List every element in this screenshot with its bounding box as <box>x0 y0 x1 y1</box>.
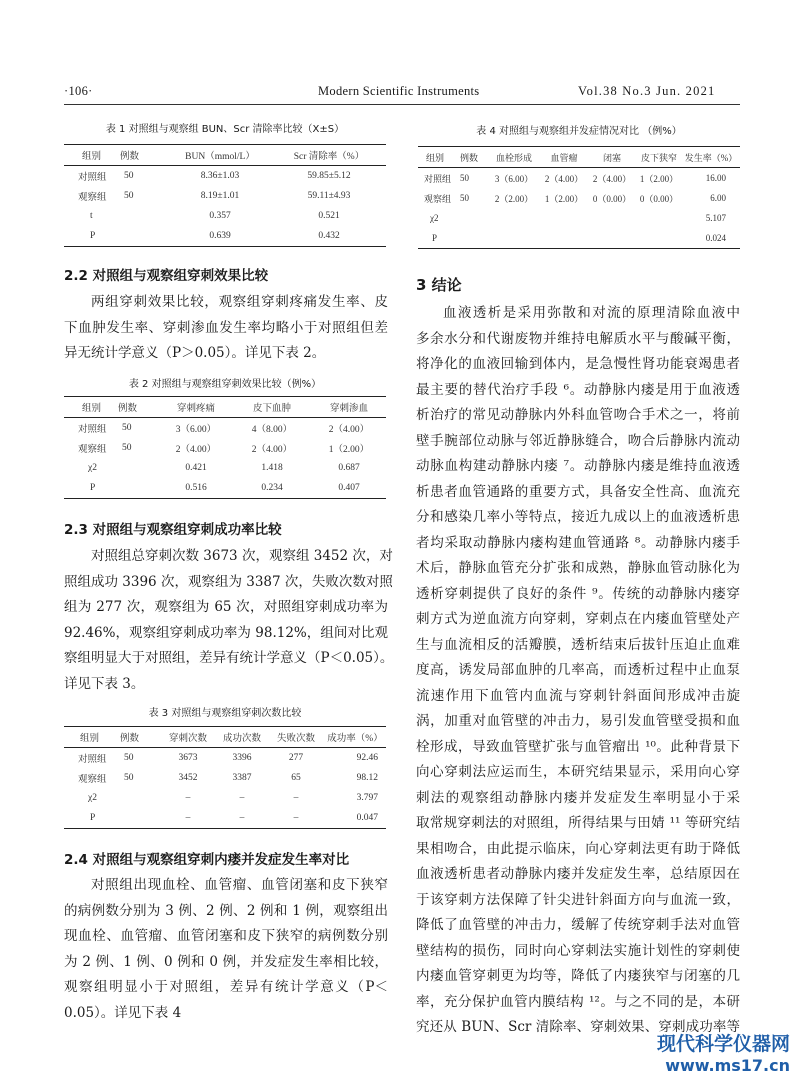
table-cell <box>588 228 636 249</box>
table-cell: 5.107 <box>705 213 726 223</box>
table-row <box>64 768 386 788</box>
table-row <box>64 808 386 829</box>
text-line: 组为 277 次，观察组为 65 次，对照组穿刺成功率为 <box>64 599 388 615</box>
table1-col-group: 组别 <box>64 145 120 166</box>
text-line: 最主要的替代治疗手段 ⁶。动静脉内瘘是用于血液透 <box>416 381 740 398</box>
table3 <box>64 726 386 829</box>
table2-col-group: 组别 <box>64 397 118 418</box>
table-cell: P <box>64 226 120 247</box>
table-cell: 8.36±1.03 <box>200 171 240 181</box>
watermark-title: 现代科学仪器网 <box>656 1033 790 1055</box>
table-row <box>64 226 386 247</box>
table-cell: 观察组 <box>78 775 107 785</box>
table3-col-fail: 失败次数 <box>268 727 324 748</box>
table-cell: 0.047 <box>324 808 386 829</box>
text-line: 果相吻合，由此提示临床，向心穿刺法更有助于降低 <box>416 840 740 857</box>
table-row <box>64 458 386 478</box>
table-cell <box>116 808 160 829</box>
table-cell <box>488 228 540 249</box>
text-line: 详见下表 3。 <box>64 675 145 692</box>
text-line: 涡，加重对血管壁的冲击力，易引发血管壁受损和血 <box>416 713 740 729</box>
table-cell <box>636 228 682 249</box>
table-cell: 1（2.00） <box>639 173 679 184</box>
table1-col-n: 例数 <box>120 145 168 166</box>
text-line: 异无统计学意义（P＞0.05）。详见下表 2。 <box>64 345 326 361</box>
table-cell: 对照组 <box>78 425 107 435</box>
table-cell <box>120 226 168 247</box>
text-line: 度高，诱发局部血肿的几率高，而透析过程中止血泵 <box>416 662 740 678</box>
table-cell: 0.639 <box>168 226 272 247</box>
table-cell: 1.418 <box>261 463 283 473</box>
table4-header-row <box>418 147 740 168</box>
table-cell <box>540 228 588 249</box>
table1 <box>64 144 386 247</box>
table-cell: 3396 <box>232 753 252 763</box>
site-watermark <box>657 1029 790 1075</box>
table-cell <box>636 208 682 228</box>
text-line: 于该穿刺方法保障了针尖进针斜面方向与血流一致， <box>416 891 740 908</box>
table-cell: 50 <box>122 423 132 433</box>
table-cell: 对照组 <box>424 173 452 184</box>
table-cell <box>488 208 540 228</box>
table-cell: 50 <box>460 173 469 183</box>
table-cell: – <box>293 793 299 803</box>
table-cell <box>460 208 488 228</box>
text-line: 向心穿刺法应运而生，本研究结果显示，采用向心穿 <box>416 764 740 780</box>
text-line: 率，充分保护血管内膜结构 ¹²。与之不同的是，本研 <box>416 993 740 1010</box>
table-cell: 50 <box>460 193 469 203</box>
table-cell: 50 <box>122 443 132 453</box>
issue-info: Vol.38 No.3 Jun. 2021 <box>578 84 716 98</box>
text-line: 动脉血构建动静脉内瘘 ⁷。动静脉内瘘是维持血液透 <box>416 458 740 474</box>
text-line: 察组明显大于对照组，差异有统计学意义（P＜0.05）。 <box>64 650 394 666</box>
text-line: 壁结构的损伤，同时向心穿刺法实施计划性的穿刺使 <box>416 942 740 959</box>
table-row <box>418 168 740 189</box>
table2-caption: 表 2 对照组与观察组穿刺效果比较（例%） <box>128 379 322 390</box>
table-cell: 59.85±5.12 <box>307 171 351 181</box>
table-cell: 65 <box>291 773 301 783</box>
text-line: 对照组出现血栓、血管瘤、血管闭塞和皮下狭窄 <box>91 877 388 893</box>
table-cell: P <box>418 228 460 249</box>
text-line: 血液透析患者动静脉内瘘并发症发生率，总结原因在 <box>416 866 740 882</box>
table-cell: 50 <box>124 773 134 783</box>
journal-name: Modern Scientific Instruments <box>318 84 480 98</box>
table3-col-success: 成功次数 <box>216 727 268 748</box>
table-cell: 59.11±4.93 <box>307 191 351 201</box>
text-line: 析治疗的常见动静脉内外科血管吻合手术之一，将前 <box>416 407 740 423</box>
table-cell: 0.521 <box>318 211 340 221</box>
table-cell: 0（0.00） <box>639 193 679 204</box>
table-row <box>64 418 386 439</box>
section-2-4-title: 2.4 对照组与观察组穿刺内瘘并发症发生率对比 <box>64 852 350 868</box>
table-cell: 2（4.00） <box>544 173 584 184</box>
text-line: 的病例数分别为 3 例、2 例、2 例和 1 例，观察组出 <box>64 902 388 919</box>
text-line: 将净化的血液回输到体内，是急慢性肾功能衰竭患者 <box>416 356 740 372</box>
table3-col-rate: 成功率（%） <box>324 727 386 748</box>
text-line: 刺方式为逆血流方向穿刺，穿刺点在内瘘血管壁处产 <box>416 611 740 627</box>
table-cell: – <box>239 793 245 803</box>
table2-col-pain: 穿刺疼痛 <box>160 397 232 418</box>
text-line: 对照组总穿刺次数 3673 次，观察组 3452 次，对 <box>91 548 393 564</box>
table-row <box>64 166 386 187</box>
table-cell: χ2 <box>88 463 97 473</box>
table4 <box>418 146 740 249</box>
table-cell: χ2 <box>88 793 97 803</box>
table-cell: 92.46 <box>356 753 378 763</box>
text-line: 术后，静脉血管充分扩张和成熟，静脉血管动脉化为 <box>416 560 740 576</box>
table-cell: 50 <box>124 753 134 763</box>
table-cell: 观察组 <box>78 445 107 455</box>
table-cell <box>116 788 160 808</box>
text-line: 两组穿刺效果比较，观察组穿刺疼痛发生率、皮 <box>91 294 388 310</box>
table-cell: – <box>160 808 216 829</box>
table-cell: t <box>90 211 93 221</box>
table-row <box>64 206 386 226</box>
table-cell: 观察组 <box>78 193 107 203</box>
table2-col-bleeding: 穿刺渗血 <box>312 397 386 418</box>
section-2-2-body <box>64 290 388 367</box>
text-line: 血液透析是采用弥散和对流的原理清除血液中 <box>443 305 740 321</box>
section-3-body <box>416 301 740 1041</box>
table4-col-occlusion: 闭塞 <box>588 147 636 168</box>
table-cell: 2（4.00） <box>328 425 370 435</box>
text-line: 者均采取动静脉内瘘构建血管通路 ⁸。动静脉内瘘手 <box>416 534 740 551</box>
table-cell: 0.407 <box>312 478 386 499</box>
table-cell <box>460 228 488 249</box>
table-cell: P <box>64 808 116 829</box>
table4-col-stenosis: 皮下狭窄 <box>636 147 682 168</box>
text-line: 栓形成，导致血管壁扩张与血管瘤出 ¹⁰。此种背景下 <box>416 738 740 755</box>
table-cell: 0.024 <box>682 228 740 249</box>
text-line: 刺法的观察组动静脉内瘘并发症发生率明显小于采 <box>416 789 740 806</box>
table-cell <box>118 478 160 499</box>
table4-col-n: 例数 <box>460 147 488 168</box>
text-line: 多余水分和代谢废物并维持电解质水平与酸碱平衡， <box>416 330 740 347</box>
text-line: 壁手腕部位动脉与邻近静脉缝合，吻合后静脉内流动 <box>416 432 740 449</box>
table4-col-group: 组别 <box>418 147 460 168</box>
text-line: 现血栓、血管瘤、血管闭塞和皮下狭窄的病例数分别 <box>64 928 388 944</box>
table3-header-row <box>64 727 386 748</box>
table4-caption: 表 4 对照组与观察组并发症情况对比 （例%） <box>476 126 682 137</box>
table3-caption: 表 3 对照组与观察组穿刺次数比较 <box>148 708 302 719</box>
table-cell: 对照组 <box>78 173 107 183</box>
table-cell: 3.797 <box>356 793 378 803</box>
table-cell <box>588 208 636 228</box>
text-line: 0.05）。详见下表 4 <box>64 1004 182 1021</box>
text-line: 观察组明显小于对照组，差异有统计学意义（P＜ <box>64 979 388 995</box>
table2-header-row <box>64 397 386 418</box>
table-cell: 4（8.00） <box>251 425 293 435</box>
table-cell <box>118 458 160 478</box>
text-line: 流速作用下血管内血流与穿刺针斜面间形成冲击旋 <box>416 687 740 704</box>
table-cell: 277 <box>288 753 304 763</box>
table-cell: 观察组 <box>424 193 452 204</box>
watermark-url: www.ms17.cn <box>665 1056 790 1075</box>
table3-col-total: 穿刺次数 <box>160 727 216 748</box>
table-cell: 16.00 <box>705 173 726 183</box>
section-3-title: 3 结论 <box>416 276 462 294</box>
table1-col-scr: Scr 清除率（%） <box>272 145 386 166</box>
table-row <box>64 186 386 206</box>
text-line: 分和感染几率小等特点，接近九成以上的血液透析患 <box>416 509 740 525</box>
table-cell: – <box>185 793 191 803</box>
section-2-3-body <box>64 544 394 697</box>
table-cell: 8.19±1.01 <box>200 191 240 201</box>
table-cell: 1（2.00） <box>328 445 370 455</box>
table-cell: 3（6.00） <box>494 173 534 184</box>
table-cell: 3（6.00） <box>175 425 217 435</box>
table-cell: 0（0.00） <box>592 193 632 204</box>
page-number: ·106· <box>64 84 93 98</box>
table-cell: – <box>268 808 324 829</box>
text-line: 生与血流相反的活瓣膜，透析结束后拔针压迫止血难 <box>416 636 740 653</box>
table4-col-aneurysm: 血管瘤 <box>540 147 588 168</box>
text-line: 析患者血管通路的重要方式，具备安全性高、血流充 <box>416 483 740 500</box>
text-line: 取常规穿刺法的对照组，所得结果与田婧 ¹¹ 等研究结 <box>416 815 740 831</box>
section-2-3-title: 2.3 对照组与观察组穿刺成功率比较 <box>64 522 282 538</box>
table-row <box>64 478 386 499</box>
table4-col-thrombus: 血栓形成 <box>488 147 540 168</box>
table-row <box>64 748 386 769</box>
table1-caption: 表 1 对照组与观察组 BUN、Scr 清除率比较（X±S） <box>105 124 345 135</box>
table3-col-group: 组别 <box>64 727 116 748</box>
table-cell: 0.421 <box>185 463 207 473</box>
table-cell: 2（4.00） <box>251 445 293 455</box>
table-cell <box>540 208 588 228</box>
table-row <box>418 188 740 208</box>
table-cell: 50 <box>124 191 134 201</box>
table-cell: χ2 <box>430 213 439 223</box>
section-2-2-title: 2.2 对照组与观察组穿刺效果比较 <box>64 268 269 284</box>
table-cell: 98.12 <box>356 773 378 783</box>
section-2-4-body <box>64 873 388 1026</box>
table-row <box>64 438 386 458</box>
table-cell: 3387 <box>232 773 252 783</box>
table-cell: 0.357 <box>209 211 231 221</box>
table-cell: 3673 <box>178 753 198 763</box>
table-cell: 1（2.00） <box>544 193 584 204</box>
table2 <box>64 396 386 499</box>
table-row <box>418 228 740 249</box>
text-line: 下血肿发生率、穿刺渗血发生率均略小于对照组但差 <box>64 319 388 336</box>
header-rule <box>64 104 740 105</box>
text-line: 内瘘血管穿刺更为均等，降低了内瘘狭窄与闭塞的几 <box>416 968 740 984</box>
text-line: 为 2 例、1 例、0 例和 0 例，并发症发生率相比较， <box>64 953 388 970</box>
table-cell: P <box>64 478 118 499</box>
table4-col-rate: 发生率（%） <box>682 147 740 168</box>
table-cell: 0.516 <box>160 478 232 499</box>
table-row <box>64 788 386 808</box>
table-cell: 2（4.00） <box>175 445 217 455</box>
text-line: 92.46%，观察组穿刺成功率为 98.12%，组间对比观 <box>64 624 388 641</box>
table-cell: 对照组 <box>78 755 107 765</box>
table-cell: 2（4.00） <box>592 173 632 184</box>
text-line: 透析穿刺提供了良好的条件 ⁹。传统的动静脉内瘘穿 <box>416 585 740 602</box>
table-cell <box>120 206 168 226</box>
table2-col-n: 例数 <box>118 397 160 418</box>
table-row <box>418 208 740 228</box>
table-cell: 6.00 <box>710 193 726 203</box>
table-cell: – <box>216 808 268 829</box>
text-line: 究还从 BUN、Scr 清除率、穿刺效果、穿刺成功率等 <box>416 1019 740 1035</box>
table-cell: 50 <box>124 171 134 181</box>
table-cell: 0.432 <box>272 226 386 247</box>
table-cell: 0.234 <box>232 478 312 499</box>
table2-col-hematoma: 皮下血肿 <box>232 397 312 418</box>
table3-col-n: 例数 <box>116 727 160 748</box>
table1-header-row <box>64 145 386 166</box>
text-line: 照组成功 3396 次，观察组为 3387 次，失败次数对照 <box>64 573 393 590</box>
table-cell: 3452 <box>178 773 198 783</box>
table-cell: 2（2.00） <box>494 193 534 204</box>
table1-col-bun: BUN（mmol/L） <box>168 145 272 166</box>
text-line: 降低了血管壁的冲击力，缓解了传统穿刺手法对血管 <box>416 917 740 933</box>
table-cell: 0.687 <box>338 463 360 473</box>
